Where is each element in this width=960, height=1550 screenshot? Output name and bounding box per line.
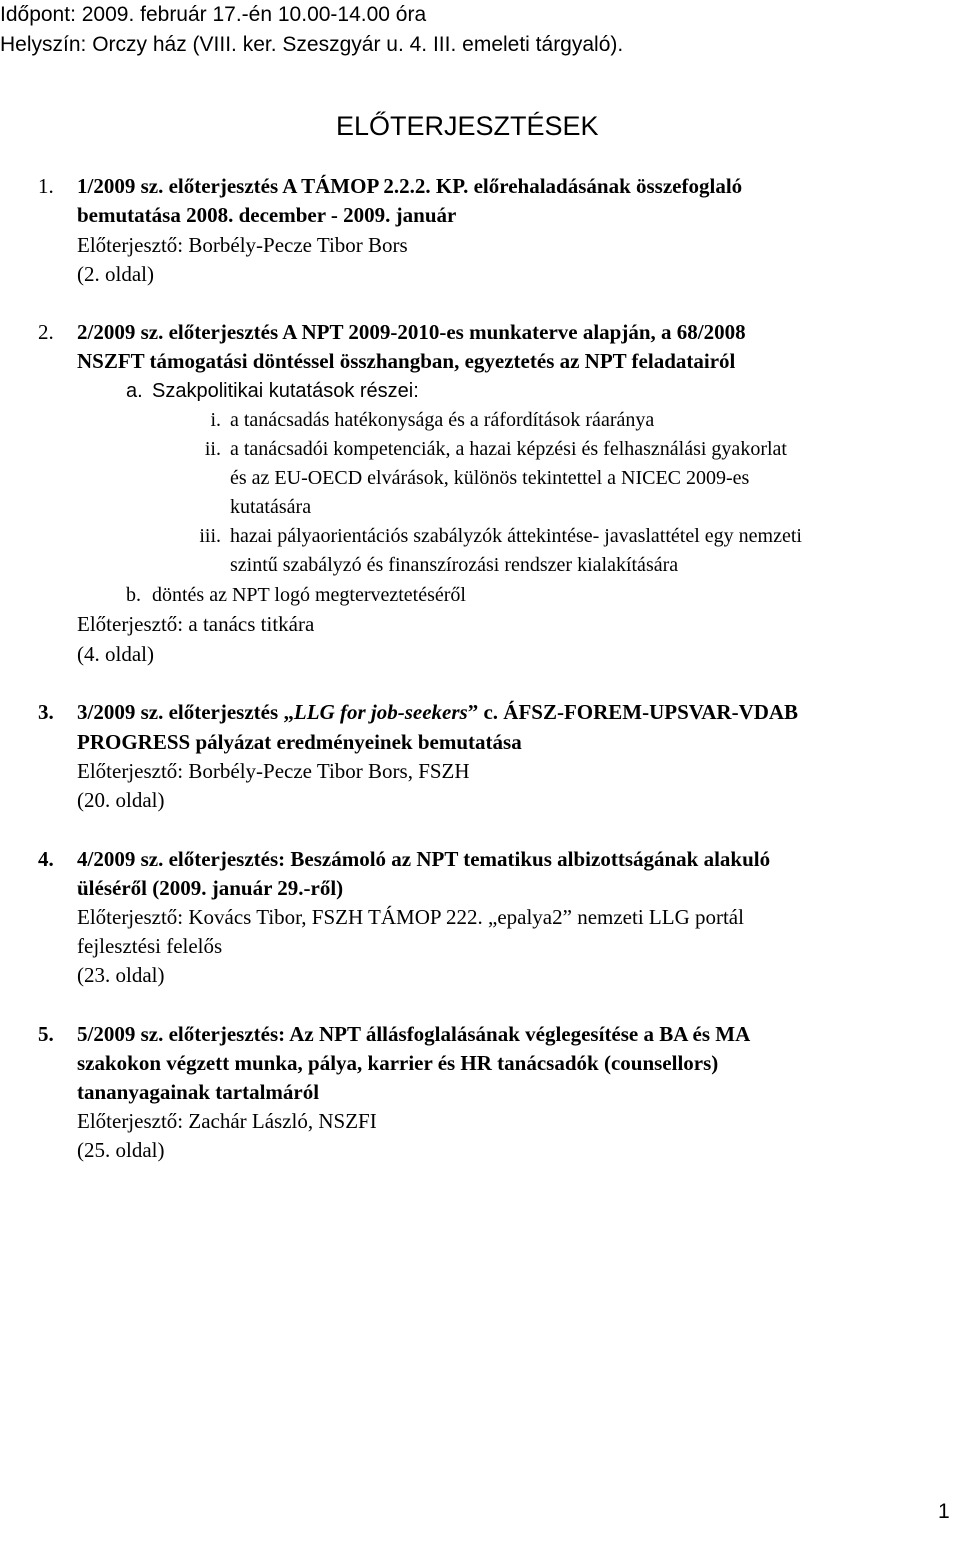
- item-2-sub-a-label: a.: [126, 380, 143, 402]
- item-5-title-line-1: 5/2009 sz. előterjesztés: Az NPT állásfoglalásának véglegesítése a BA és MA: [77, 1022, 751, 1046]
- item-2-sub-a-text: Szakpolitikai kutatások részei:: [152, 380, 419, 402]
- item-3-title-line-2: PROGRESS pályázat eredményeinek bemutatása: [77, 730, 522, 754]
- item-2-presenter: Előterjesztő: a tanács titkára: [77, 612, 315, 636]
- item-3-title-line-1: [77, 698, 798, 727]
- item-5-title-line-2: szakokon végzett munka, pálya, karrier és HR tanácsadók (counsellors): [77, 1051, 719, 1075]
- roman-iii-label: iii.: [199, 525, 221, 547]
- item-2-sub-b-text: döntés az NPT logó megterveztetéséről: [152, 584, 466, 606]
- page-title: ELŐTERJESZTÉSEK: [336, 111, 599, 141]
- item-1-page: (2. oldal): [77, 262, 154, 286]
- item-4-presenter-line-1: Előterjesztő: Kovács Tibor, FSZH TÁMOP 222. „epalya2” nemzeti LLG portál: [77, 905, 744, 929]
- item-1-title-line-1: 1/2009 sz. előterjesztés A TÁMOP 2.2.2. KP. előrehaladásának összefoglaló: [77, 174, 743, 198]
- roman-ii-line-2: és az EU-OECD elvárások, különös tekintettel a NICEC 2009-es: [230, 467, 750, 489]
- item-4-title-line-2: üléséről (2009. január 29.-ről): [77, 876, 344, 900]
- item-2-number: 2.: [38, 320, 54, 344]
- roman-ii-label: ii.: [204, 438, 221, 460]
- item-5-presenter: Előterjesztő: Zachár László, NSZFI: [77, 1109, 377, 1133]
- meeting-place: Helyszín: Orczy ház (VIII. ker. Szeszgyár u. 4. III. emeleti tárgyaló).: [0, 33, 624, 56]
- item-3-presenter: Előterjesztő: Borbély-Pecze Tibor Bors, FSZH: [77, 759, 470, 783]
- roman-iii-line-1: hazai pályaorientációs szabályzók áttekintése- javaslattétel egy nemzeti: [230, 525, 802, 547]
- item-5-number: 5.: [38, 1022, 54, 1046]
- item-3-title-part-1: 3/2009 sz. előterjesztés „: [77, 700, 294, 724]
- item-4-number: 4.: [38, 847, 54, 871]
- item-4-presenter-line-2: fejlesztési felelős: [77, 934, 223, 958]
- page-number: 1: [938, 1500, 950, 1523]
- item-3-page: (20. oldal): [77, 788, 165, 812]
- item-1-presenter: Előterjesztő: Borbély-Pecze Tibor Bors: [77, 233, 408, 257]
- roman-ii-line-3: kutatására: [230, 496, 312, 518]
- item-2-page: (4. oldal): [77, 642, 154, 666]
- item-1-number: 1.: [38, 174, 54, 198]
- item-4-page: (23. oldal): [77, 963, 165, 987]
- roman-i-label: i.: [210, 409, 221, 431]
- item-5-page: (25. oldal): [77, 1138, 165, 1162]
- item-2-sub-b-label: b.: [126, 584, 141, 606]
- item-3-number: 3.: [38, 700, 54, 724]
- roman-ii-line-1: a tanácsadói kompetenciák, a hazai képzési és felhasználási gyakorlat: [230, 438, 787, 460]
- item-5-title-line-3: tananyagainak tartalmáról: [77, 1080, 320, 1104]
- item-3-title-italic: LLG for job-seekers: [293, 700, 468, 724]
- meeting-time: Időpont: 2009. február 17.-én 10.00-14.00 óra: [0, 3, 427, 26]
- item-2-title-line-2: NSZFT támogatási döntéssel összhangban, egyeztetés az NPT feladatairól: [77, 349, 736, 373]
- item-3-title-part-2: ” c. ÁFSZ-FOREM-UPSVAR-VDAB: [467, 700, 799, 724]
- roman-iii-line-2: szintű szabályzó és finanszírozási rendszer kialakítására: [230, 554, 679, 576]
- item-1-title-line-2: bemutatása 2008. december - 2009. január: [77, 203, 457, 227]
- item-4-title-line-1: 4/2009 sz. előterjesztés: Beszámoló az NPT tematikus albizottságának alakuló: [77, 847, 771, 871]
- item-2-title-line-1: 2/2009 sz. előterjesztés A NPT 2009-2010-es munkaterve alapján, a 68/2008: [77, 320, 746, 344]
- roman-i-line-1: a tanácsadás hatékonysága és a ráfordítások ráaránya: [230, 409, 655, 431]
